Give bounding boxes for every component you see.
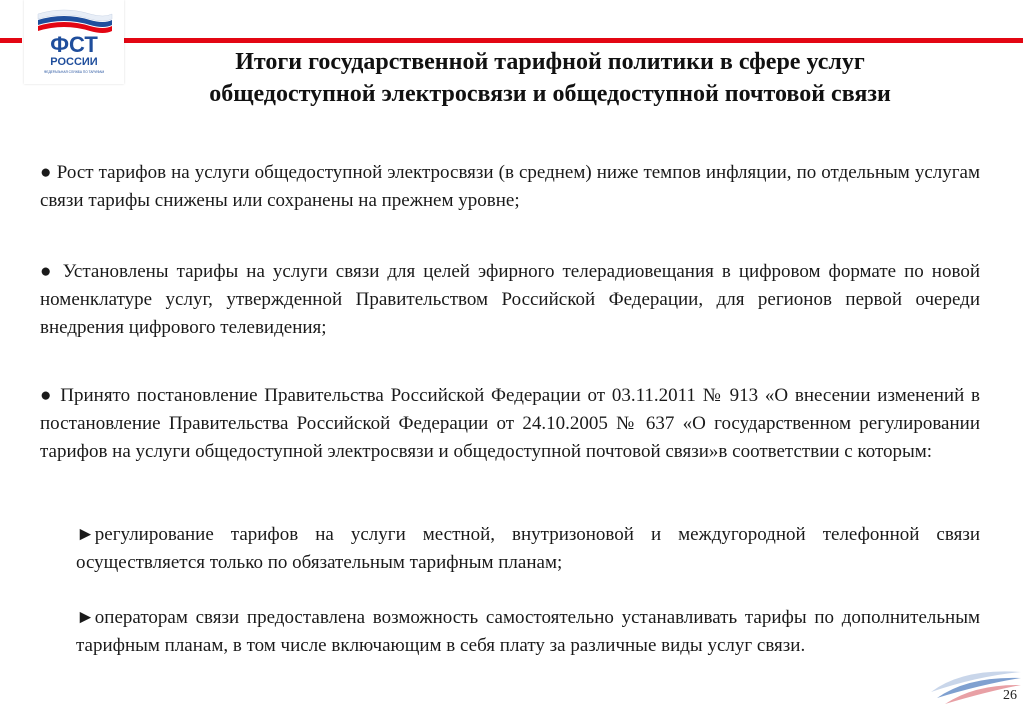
header-red-line-left: [0, 38, 22, 43]
title-line-1: Итоги государственной тарифной политики в сфере услуг: [235, 49, 865, 75]
logo-tiny-text: ФЕДЕРАЛЬНАЯ СЛУЖБА ПО ТАРИФАМ: [43, 70, 105, 74]
bullet-paragraph-1: ● Рост тарифов на услуги общедоступной электросвязи (в среднем) ниже темпов инфляции, по отдельным услугам связи тарифы снижены или сохранены на прежнем уровне;: [40, 162, 980, 211]
sub-item-2: ►операторам связи предоставлена возможность самостоятельно устанавливать тарифы по дополнительным тарифным планам, в том числе включающим в себя плату за различные виды услуг связи.: [76, 607, 980, 656]
logo-main-text: ФСТ: [50, 32, 98, 57]
logo-sub-text: РОССИИ: [50, 56, 98, 68]
header-red-line-right: [124, 38, 1023, 43]
bullet-paragraph-3: ● Принято постановление Правительства Российской Федерации от 03.11.2011 № 913 «О внесении изменений в постановление Правительства Российской Федерации от 24.10.2005 № 637 «О государственном регулировании тарифов на услуги общедоступной электросвязи и общедоступной почтовой связи»в соответствии с которым:: [40, 385, 980, 462]
bullet-paragraph-2: ● Установлены тарифы на услуги связи для целей эфирного телерадиовещания в цифровом формате по новой номенклатуре услуг, утвержденной Правительством Российской Федерации, для регионов первой очереди внедрения цифрового телевидения;: [40, 261, 980, 338]
title-line-2: общедоступной электросвязи и общедоступной почтовой связи: [209, 81, 891, 107]
fst-logo: [24, 0, 124, 84]
sub-item-1: ►регулирование тарифов на услуги местной, внутризоновой и междугородной телефонной связи осуществляется только по обязательным тарифным планам;: [76, 524, 980, 573]
page-number: 26: [1003, 688, 1017, 703]
page-title: [110, 46, 990, 110]
